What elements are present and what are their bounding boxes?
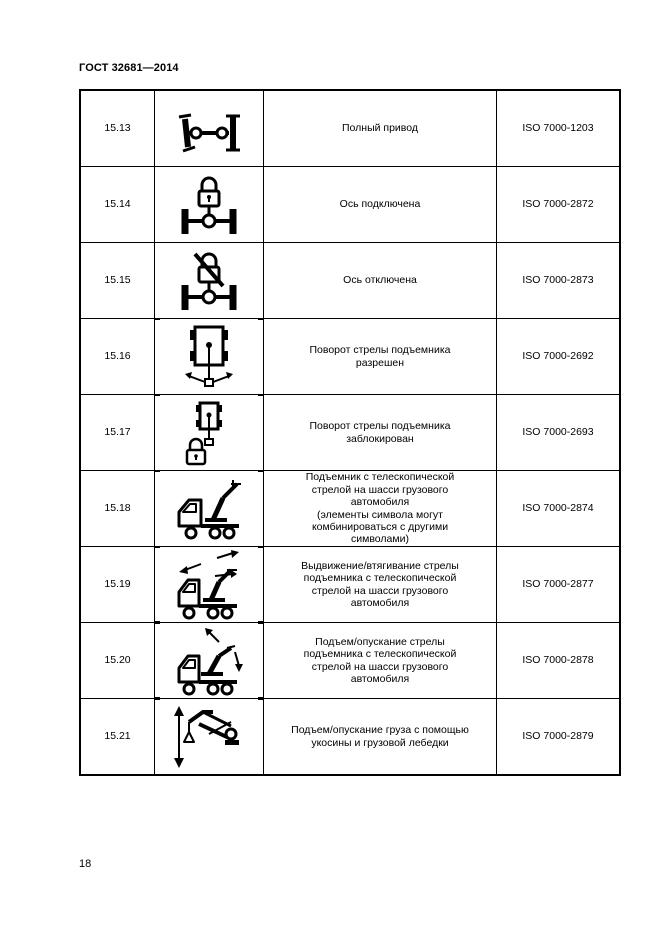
standard-reference: ISO 7000-2874 — [497, 471, 621, 547]
standard-reference: ISO 7000-2872 — [497, 167, 621, 243]
axle-locked-icon — [173, 172, 245, 238]
row-number: 15.13 — [80, 90, 155, 167]
symbol-description: Ось отключена — [343, 274, 417, 287]
table-row — [80, 319, 620, 395]
standard-reference: ISO 7000-2879 — [497, 699, 621, 776]
table-row — [80, 243, 620, 319]
row-number: 15.20 — [80, 623, 155, 699]
boom-rotation-locked-icon — [173, 397, 245, 469]
symbol-cell — [155, 167, 264, 243]
boom-rotation-enabled-icon — [173, 321, 245, 393]
page-number: 18 — [79, 858, 92, 870]
symbol-description: Поворот стрелы подъемника заблокирован — [309, 420, 451, 445]
boom-extend-retract-icon — [171, 550, 247, 620]
load-raise-lower-winch-icon — [169, 704, 249, 770]
boom-raise-lower-icon — [171, 626, 247, 696]
telescopic-lift-truck-icon — [171, 476, 247, 542]
table-row — [80, 547, 620, 623]
symbol-description: Подъем/опускание груза с помощью укосины и грузовой лебедки — [291, 724, 469, 749]
row-number: 15.19 — [80, 547, 155, 623]
symbol-description: Поворот стрелы подъемника разрешен — [309, 344, 451, 369]
symbol-cell — [155, 623, 264, 699]
symbol-cell — [155, 243, 264, 319]
table-row — [80, 471, 620, 547]
standard-reference: ISO 7000-2877 — [497, 547, 621, 623]
document-header: ГОСТ 32681—2014 — [79, 62, 179, 74]
row-number: 15.17 — [80, 395, 155, 471]
symbol-description: Полный привод — [342, 122, 418, 135]
symbol-description: Подъем/опускание стрелы подъемника с телескопической стрелой на шасси грузового автомобиля — [303, 635, 457, 685]
symbol-description: Ось подключена — [339, 198, 421, 211]
symbol-cell — [155, 471, 264, 547]
standard-reference: ISO 7000-2878 — [497, 623, 621, 699]
standard-reference: ISO 7000-2693 — [497, 395, 621, 471]
axle-unlocked-icon — [173, 248, 245, 314]
table-row — [80, 699, 620, 776]
row-number: 15.21 — [80, 699, 155, 776]
row-number: 15.15 — [80, 243, 155, 319]
row-number: 15.14 — [80, 167, 155, 243]
symbol-cell — [155, 395, 264, 471]
symbols-table — [79, 89, 621, 776]
table-row — [80, 90, 620, 167]
standard-reference: ISO 7000-2692 — [497, 319, 621, 395]
symbol-cell — [155, 699, 264, 776]
full-drive-icon — [173, 99, 245, 159]
table-row — [80, 395, 620, 471]
symbol-cell — [155, 547, 264, 623]
standard-reference: ISO 7000-2873 — [497, 243, 621, 319]
row-number: 15.16 — [80, 319, 155, 395]
symbol-description: Подъемник с телескопической стрелой на шасси грузового автомобиля (элементы символа могут комбинироваться с другими символами) — [305, 471, 455, 546]
row-number: 15.18 — [80, 471, 155, 547]
symbol-cell — [155, 90, 264, 167]
table-row — [80, 623, 620, 699]
symbol-cell — [155, 319, 264, 395]
standard-reference: ISO 7000-1203 — [497, 90, 621, 167]
table-row — [80, 167, 620, 243]
symbol-description: Выдвижение/втягивание стрелы подъемника с телескопической стрелой на шасси грузового автомобиля — [301, 559, 459, 609]
